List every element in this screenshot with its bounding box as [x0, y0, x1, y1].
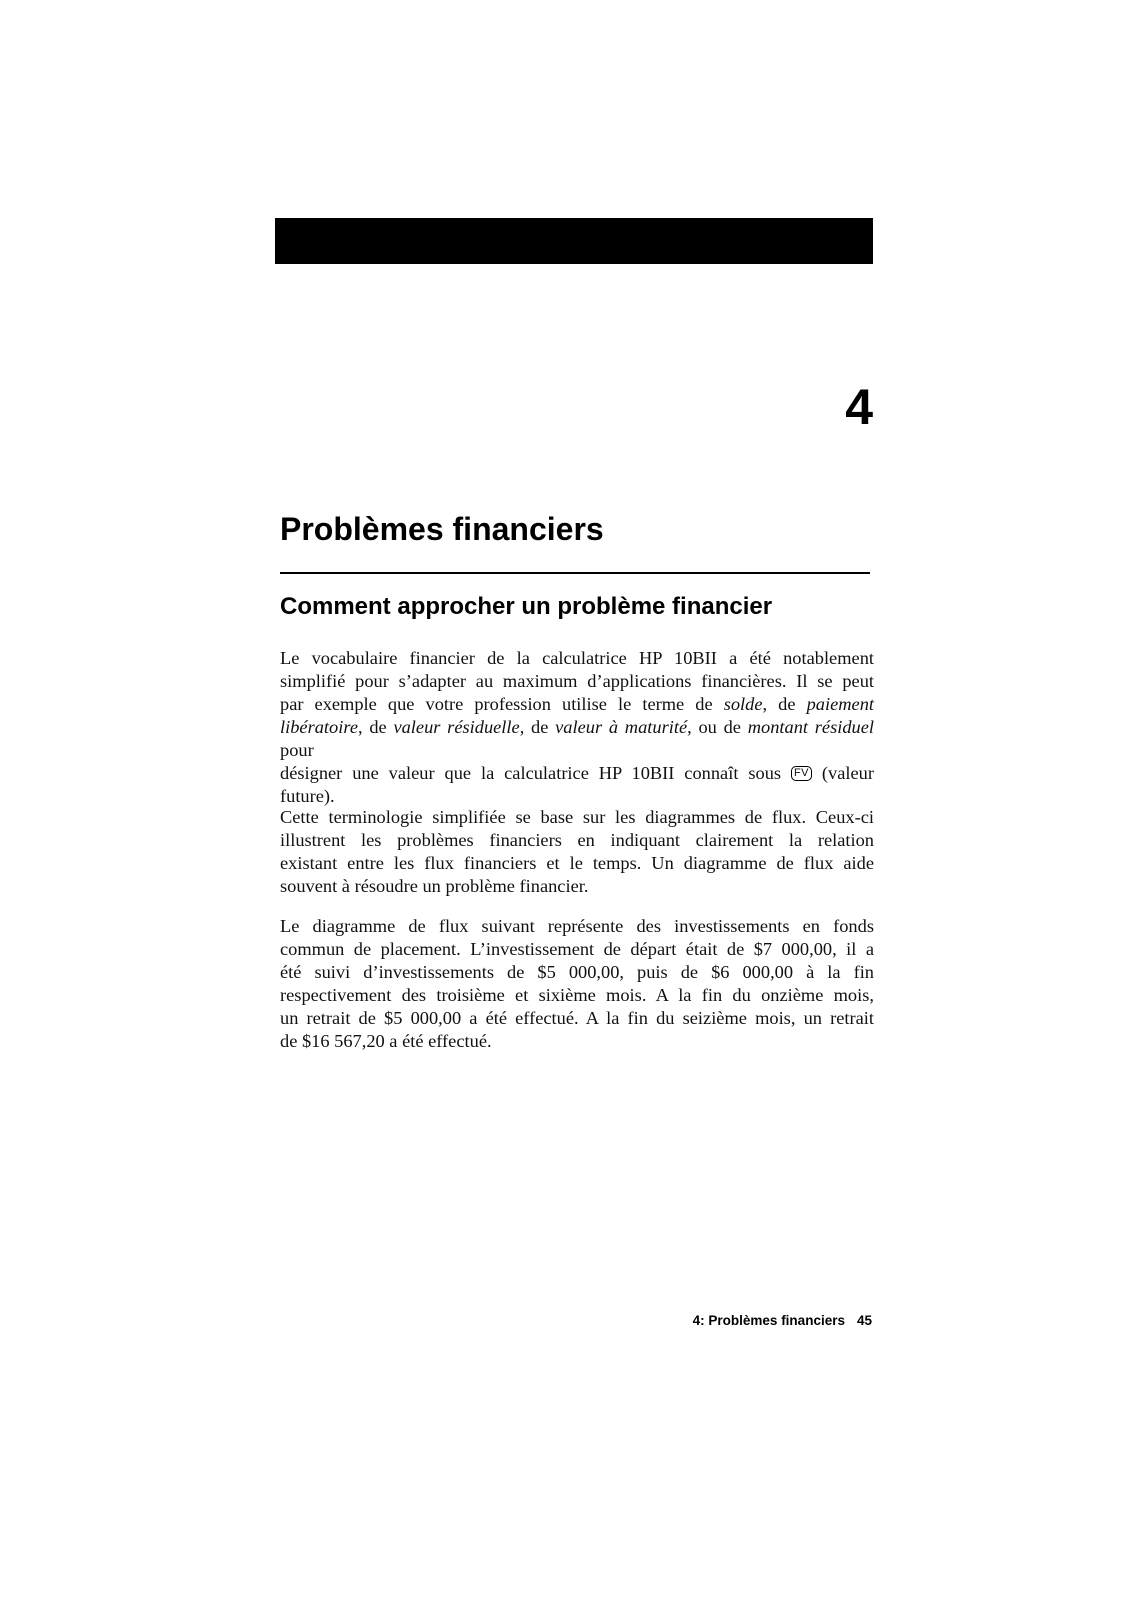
paragraph-vocabulary: [280, 647, 874, 808]
paragraph-line: respectivement des troisième et sixième mois. A la fin du onzième mois,: [280, 985, 874, 1005]
text-run: (valeur: [812, 763, 874, 783]
footer-chapter-label: 4: Problèmes financiers: [692, 1313, 845, 1328]
term-solde: solde: [723, 694, 763, 714]
term-liberatoire: libératoire: [280, 717, 358, 737]
paragraph-line: existant entre les flux financiers et le temps. Un diagramme de flux aide: [280, 853, 874, 873]
page-footer: [693, 1313, 872, 1328]
text-run: pour: [280, 740, 314, 760]
term-valeur-maturite: valeur à maturité: [555, 717, 688, 737]
chapter-number: 4: [845, 379, 873, 435]
paragraph-line: future).: [280, 786, 335, 806]
text-run: , de: [519, 717, 556, 737]
paragraph-terminology: [280, 806, 874, 898]
paragraph-line: [280, 762, 874, 785]
chapter-title: Problèmes financiers: [280, 511, 604, 547]
page-number: 45: [856, 1313, 872, 1328]
paragraph-line: un retrait de $5 000,00 a été effectué. A la fin du seizième mois, un retrait: [280, 1008, 874, 1028]
paragraph-line: Le diagramme de flux suivant représente des investissements en fonds: [280, 916, 874, 936]
term-paiement: paiement: [806, 694, 875, 714]
section-title: Comment approcher un problème financier: [280, 593, 773, 620]
text-run: , ou de: [687, 717, 748, 737]
title-divider: [280, 572, 870, 574]
term-montant-residuel: montant résiduel: [747, 717, 874, 737]
paragraph-line: été suivi d’investissements de $5 000,00, puis de $6 000,00 à la fin: [280, 962, 874, 982]
paragraph-line: simplifié pour s’adapter au maximum d’applications financières. Il se peut: [280, 671, 874, 691]
paragraph-line: souvent à résoudre un problème financier.: [280, 876, 589, 896]
fv-key-icon: FV: [791, 766, 812, 781]
text-run: désigner une valeur que la calculatrice HP 10BII connaît sous: [280, 763, 791, 783]
paragraph-line: Cette terminologie simplifiée se base sur les diagrammes de flux. Ceux-ci: [280, 807, 874, 827]
paragraph-line: [280, 716, 874, 762]
text-run: par exemple que votre profession utilise le terme de: [280, 694, 724, 714]
paragraph-line: commun de placement. L’investissement de départ était de $7 000,00, il a: [280, 939, 874, 959]
paragraph-cashflow-example: [280, 915, 874, 1053]
paragraph-line: illustrent les problèmes financiers en indiquant clairement la relation: [280, 830, 874, 850]
paragraph-line: [280, 693, 874, 716]
text-run: , de: [762, 694, 807, 714]
paragraph-line: Le vocabulaire financier de la calculatrice HP 10BII a été notablement: [280, 648, 874, 668]
chapter-header-bar: [275, 218, 873, 264]
paragraph-line: de $16 567,20 a été effectué.: [280, 1031, 492, 1051]
text-run: , de: [357, 717, 394, 737]
term-valeur-residuelle: valeur résiduelle: [393, 717, 520, 737]
